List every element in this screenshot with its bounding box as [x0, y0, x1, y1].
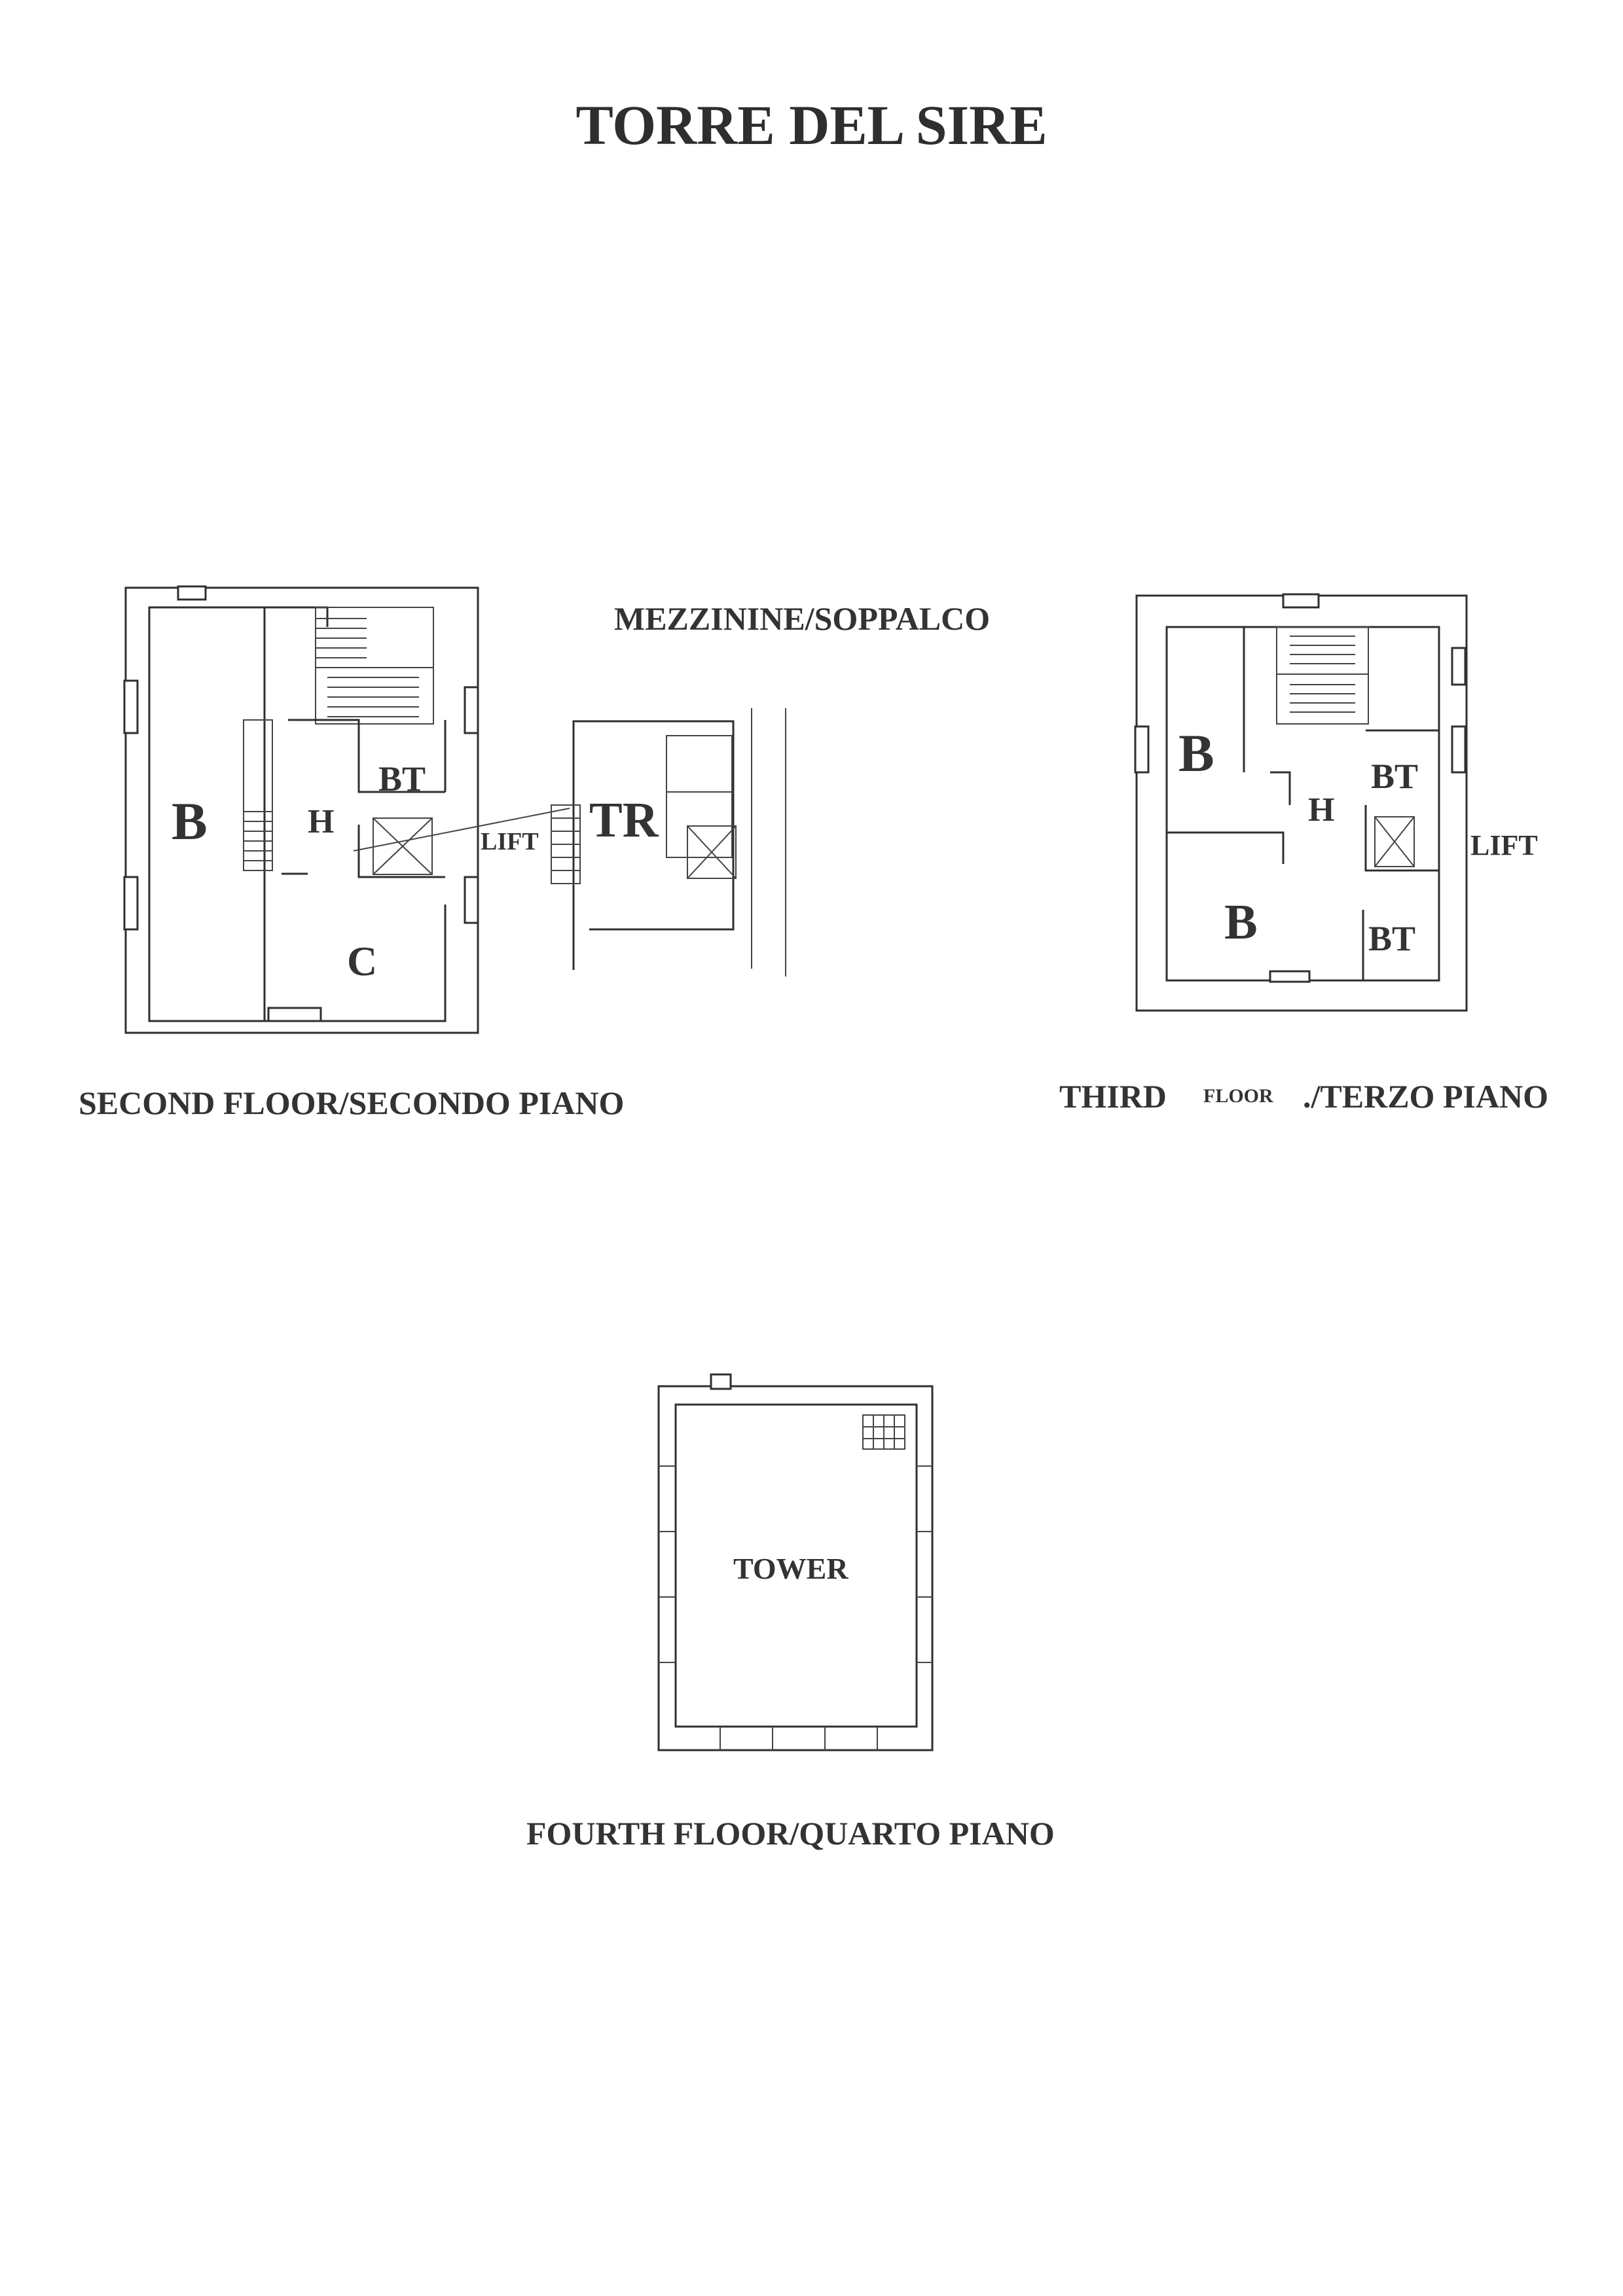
room-label-bathroom-top: BT	[1371, 757, 1419, 796]
caption-third-floor-a: THIRD	[1059, 1078, 1167, 1115]
room-label-c: C	[347, 938, 378, 984]
caption-fourth-floor: FOURTH FLOOR/QUARTO PIANO	[526, 1815, 1055, 1852]
room-label-bedroom: B	[172, 791, 208, 851]
room-label-tower: TOWER	[733, 1552, 848, 1585]
room-label-tr: TR	[589, 793, 659, 848]
room-label-lift: LIFT	[481, 828, 539, 855]
room-label-lift: LIFT	[1470, 829, 1538, 861]
caption-third-floor-small: FLOOR	[1203, 1085, 1273, 1107]
room-label-bathroom-bottom: BT	[1368, 919, 1416, 958]
room-label-hall: H	[1308, 791, 1335, 829]
room-label-hall: H	[308, 803, 335, 840]
page-title: TORRE DEL SIRE	[575, 94, 1048, 156]
caption-mezzanine: MEZZININE/SOPPALCO	[614, 600, 991, 637]
caption-third-floor-b: ./TERZO PIANO	[1303, 1078, 1549, 1115]
caption-second-floor: SECOND FLOOR/SECONDO PIANO	[79, 1085, 625, 1121]
room-label-bedroom-top: B	[1178, 723, 1214, 783]
room-label-bedroom-bottom: B	[1224, 895, 1258, 950]
room-label-bathroom: BT	[378, 759, 426, 798]
